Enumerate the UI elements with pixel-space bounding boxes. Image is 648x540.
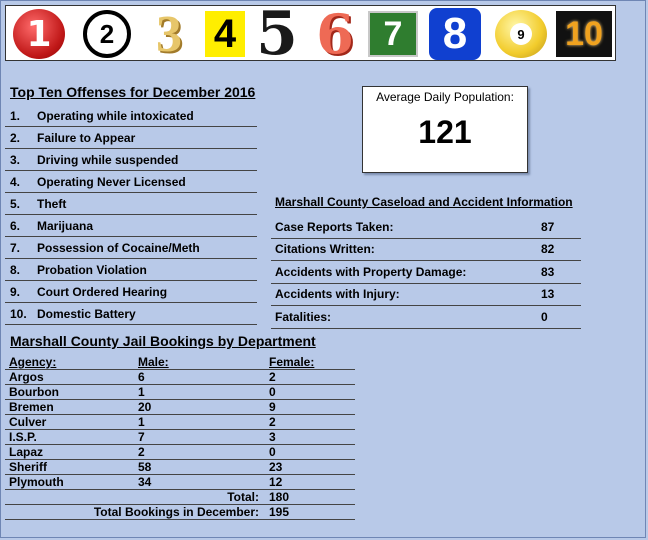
caseload-label: Accidents with Property Damage: — [275, 264, 467, 279]
offense-row — [5, 259, 257, 281]
agency-cell: Lapaz — [9, 445, 44, 459]
offense-number: 2. — [10, 130, 21, 145]
offense-label: Court Ordered Hearing — [37, 284, 168, 299]
caseload-row — [271, 306, 581, 329]
agency-cell: Sheriff — [9, 460, 48, 474]
offense-number: 6. — [10, 218, 21, 233]
number-nine-ball-badge: 9 — [491, 9, 551, 59]
female-cell: 0 — [269, 445, 276, 459]
agency-cell: Culver — [9, 415, 47, 429]
table-row — [5, 370, 355, 385]
caseload-value: 13 — [541, 287, 555, 302]
female-cell: 2 — [269, 370, 276, 384]
offense-label: Probation Violation — [37, 262, 147, 277]
offense-row — [5, 105, 257, 127]
table-row — [5, 460, 355, 475]
total-label: Total: — [227, 490, 259, 504]
offense-number: 4. — [10, 174, 21, 189]
male-cell: 1 — [138, 385, 145, 399]
offense-number: 7. — [10, 240, 21, 255]
agency-cell: Plymouth — [9, 475, 64, 489]
offense-row — [5, 303, 257, 325]
caseload-value: 87 — [541, 219, 555, 234]
male-cell: 2 — [138, 445, 145, 459]
number-two-badge: 2 — [78, 9, 136, 59]
offense-label: Driving while suspended — [37, 152, 179, 167]
number-six-badge: 6 — [316, 2, 354, 66]
offense-label: Operating while intoxicated — [37, 108, 194, 123]
agency-header: Agency: — [9, 355, 57, 369]
caseload-label: Accidents with Injury: — [275, 287, 400, 302]
caseload-value: 82 — [541, 242, 555, 257]
female-cell: 3 — [269, 430, 276, 444]
offense-number: 5. — [10, 196, 21, 211]
offense-label: Marijuana — [37, 218, 94, 233]
number-three-badge: 3 — [156, 5, 182, 63]
table-row — [5, 445, 355, 460]
female-cell: 12 — [269, 475, 283, 489]
caseload-value: 0 — [541, 309, 548, 324]
number-four-badge: 4 — [196, 9, 254, 59]
caseload-row — [271, 239, 581, 262]
offense-number: 9. — [10, 284, 21, 299]
male-cell: 20 — [138, 400, 152, 414]
number-banner — [5, 0, 616, 69]
caseload-title: Marshall County Caseload and Accident Information — [275, 195, 573, 209]
number-seven-badge: 7 — [364, 9, 422, 59]
female-cell: 2 — [269, 415, 276, 429]
male-cell: 7 — [138, 430, 145, 444]
male-cell: 1 — [138, 415, 145, 429]
offense-row — [5, 149, 257, 171]
offense-label: Failure to Appear — [37, 130, 136, 145]
offense-label: Domestic Battery — [37, 306, 136, 321]
caseload-label: Citations Written: — [275, 242, 375, 257]
bookings-title: Marshall County Jail Bookings by Department — [10, 333, 316, 349]
caseload-row — [271, 216, 581, 239]
offense-row — [5, 281, 257, 303]
offense-row — [5, 193, 257, 215]
agency-cell: Argos — [9, 370, 44, 384]
total-value: 180 — [269, 490, 290, 504]
caseload-value: 83 — [541, 264, 555, 279]
population-value: 121 — [418, 114, 472, 150]
agency-cell: Bremen — [9, 400, 54, 414]
female-cell: 23 — [269, 460, 283, 474]
population-label: Average Daily Population: — [376, 90, 514, 104]
female-header: Female: — [269, 355, 315, 369]
table-row — [5, 430, 355, 445]
bookings-table — [5, 355, 355, 520]
offense-label: Theft — [37, 196, 67, 211]
december-total-value: 195 — [269, 505, 290, 519]
table-row — [5, 475, 355, 490]
offense-number: 10. — [10, 306, 27, 321]
table-row — [5, 400, 355, 415]
caseload-row — [271, 261, 581, 284]
number-one-badge: 1 — [10, 9, 68, 59]
offense-number: 1. — [10, 108, 21, 123]
offense-row — [5, 215, 257, 237]
offense-row — [5, 171, 257, 193]
agency-cell: I.S.P. — [9, 430, 37, 444]
table-row — [5, 415, 355, 430]
offenses-title: Top Ten Offenses for December 2016 — [10, 84, 256, 100]
male-cell: 58 — [138, 460, 152, 474]
table-row — [5, 385, 355, 400]
caseload-label: Fatalities: — [275, 309, 332, 324]
caseload-table — [271, 216, 581, 329]
caseload-label: Case Reports Taken: — [275, 219, 394, 234]
agency-cell: Bourbon — [9, 385, 59, 399]
average-population-box — [362, 86, 528, 173]
male-header: Male: — [138, 355, 169, 369]
offense-label: Operating Never Licensed — [37, 174, 186, 189]
number-eight-badge: 8 — [426, 9, 484, 59]
bookings-december-row — [5, 505, 355, 520]
december-total-label: Total Bookings in December: — [93, 505, 259, 519]
male-cell: 34 — [138, 475, 152, 489]
number-ten-badge: 10 — [555, 9, 613, 59]
offense-number: 8. — [10, 262, 21, 277]
female-cell: 0 — [269, 385, 276, 399]
bookings-header-row — [5, 355, 355, 370]
offense-number: 3. — [10, 152, 21, 167]
offense-row — [5, 127, 257, 149]
female-cell: 9 — [269, 400, 276, 414]
male-cell: 6 — [138, 370, 145, 384]
offenses-list — [5, 105, 257, 325]
bookings-total-row — [5, 490, 355, 505]
number-five-badge: 5 — [256, 0, 298, 69]
offense-row — [5, 237, 257, 259]
offense-label: Possession of Cocaine/Meth — [37, 240, 200, 255]
caseload-row — [271, 284, 581, 307]
